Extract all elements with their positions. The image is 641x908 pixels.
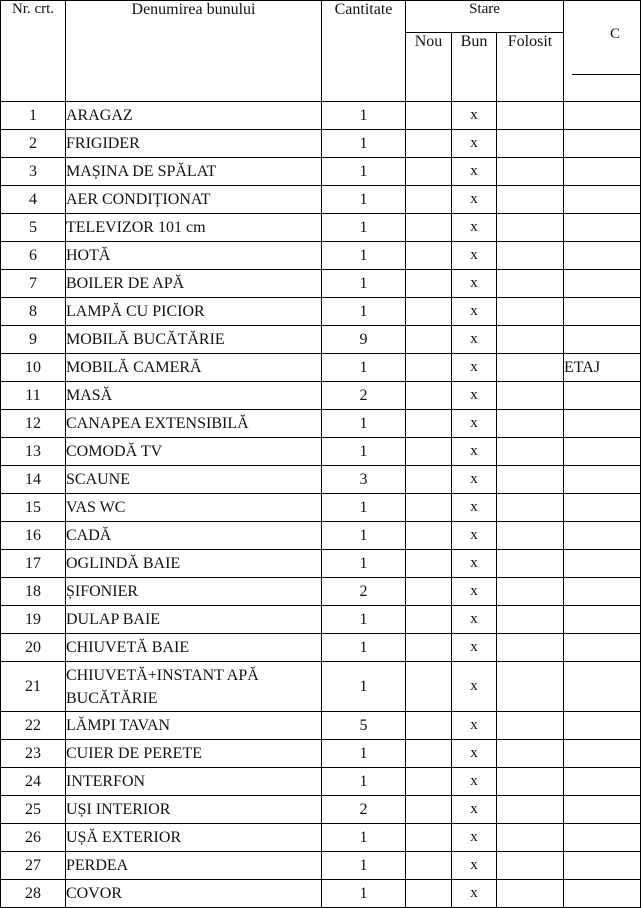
quantity-cell: 1 — [322, 214, 406, 242]
table-row — [1, 270, 641, 298]
nr-cell: 5 — [1, 214, 66, 242]
stare-bun-cell: x — [452, 410, 497, 438]
observatii-cell — [564, 270, 641, 298]
table-row — [1, 494, 641, 522]
observatii-cell — [564, 768, 641, 796]
stare-nou-cell — [406, 242, 452, 270]
observatii-cell — [564, 880, 641, 908]
stare-folosit-cell — [497, 662, 564, 712]
quantity-cell: 1 — [322, 550, 406, 578]
table-row — [1, 740, 641, 768]
table-row — [1, 410, 641, 438]
stare-folosit-cell — [497, 634, 564, 662]
table-row — [1, 578, 641, 606]
item-name-cell: UȘĂ EXTERIOR — [66, 824, 322, 852]
stare-nou-cell — [406, 102, 452, 130]
item-name-cell: AER CONDIȚIONAT — [66, 186, 322, 214]
item-name-cell: SCAUNE — [66, 466, 322, 494]
item-name-cell: COMODĂ TV — [66, 438, 322, 466]
item-name-cell: DULAP BAIE — [66, 606, 322, 634]
observatii-cell — [564, 466, 641, 494]
nr-cell: 15 — [1, 494, 66, 522]
item-name-cell: ARAGAZ — [66, 102, 322, 130]
quantity-cell: 1 — [322, 438, 406, 466]
header-bun: Bun — [452, 33, 497, 102]
observatii-cell — [564, 382, 641, 410]
quantity-cell: 1 — [322, 270, 406, 298]
header-nou: Nou — [406, 33, 452, 102]
quantity-cell: 1 — [322, 634, 406, 662]
table-row — [1, 824, 641, 852]
table-row — [1, 522, 641, 550]
stare-folosit-cell — [497, 438, 564, 466]
item-name-cell: UȘI INTERIOR — [66, 796, 322, 824]
observatii-cell — [564, 242, 641, 270]
stare-bun-cell: x — [452, 438, 497, 466]
stare-folosit-cell — [497, 824, 564, 852]
quantity-cell: 3 — [322, 466, 406, 494]
stare-folosit-cell — [497, 712, 564, 740]
nr-cell: 1 — [1, 102, 66, 130]
quantity-cell: 1 — [322, 354, 406, 382]
table-row — [1, 606, 641, 634]
stare-folosit-cell — [497, 852, 564, 880]
table-row — [1, 852, 641, 880]
stare-bun-cell: x — [452, 214, 497, 242]
table-row — [1, 354, 641, 382]
stare-bun-cell: x — [452, 606, 497, 634]
item-name-cell: LĂMPI TAVAN — [66, 712, 322, 740]
stare-folosit-cell — [497, 522, 564, 550]
stare-bun-cell: x — [452, 768, 497, 796]
quantity-cell: 1 — [322, 606, 406, 634]
quantity-cell: 1 — [322, 522, 406, 550]
stare-nou-cell — [406, 130, 452, 158]
nr-cell: 8 — [1, 298, 66, 326]
nr-cell: 25 — [1, 796, 66, 824]
quantity-cell: 9 — [322, 326, 406, 354]
stare-bun-cell: x — [452, 550, 497, 578]
item-name-cell: FRIGIDER — [66, 130, 322, 158]
observatii-cell — [564, 824, 641, 852]
nr-cell: 18 — [1, 578, 66, 606]
observatii-cell — [564, 438, 641, 466]
table-row — [1, 662, 641, 712]
table-row — [1, 550, 641, 578]
quantity-cell: 1 — [322, 662, 406, 712]
observatii-cell — [564, 606, 641, 634]
stare-nou-cell — [406, 768, 452, 796]
nr-cell: 12 — [1, 410, 66, 438]
header-observatii-label: C — [610, 26, 621, 42]
stare-folosit-cell — [497, 382, 564, 410]
stare-nou-cell — [406, 634, 452, 662]
nr-cell: 13 — [1, 438, 66, 466]
stare-nou-cell — [406, 522, 452, 550]
stare-nou-cell — [406, 578, 452, 606]
observatii-cell — [564, 130, 641, 158]
item-name-cell: TELEVIZOR 101 cm — [66, 214, 322, 242]
observatii-cell — [564, 550, 641, 578]
stare-nou-cell — [406, 214, 452, 242]
nr-cell: 28 — [1, 880, 66, 908]
item-name-cell: MOBILĂ BUCĂTĂRIE — [66, 326, 322, 354]
observatii-cell — [564, 662, 641, 712]
observatii-cell — [564, 326, 641, 354]
stare-bun-cell: x — [452, 130, 497, 158]
quantity-cell: 1 — [322, 186, 406, 214]
stare-bun-cell: x — [452, 662, 497, 712]
stare-bun-cell: x — [452, 102, 497, 130]
table-row — [1, 382, 641, 410]
stare-nou-cell — [406, 796, 452, 824]
stare-nou-cell — [406, 662, 452, 712]
table-row — [1, 214, 641, 242]
nr-cell: 27 — [1, 852, 66, 880]
quantity-cell: 1 — [322, 768, 406, 796]
item-name-cell: MOBILĂ CAMERĂ — [66, 354, 322, 382]
item-name-cell: INTERFON — [66, 768, 322, 796]
stare-bun-cell: x — [452, 382, 497, 410]
nr-cell: 24 — [1, 768, 66, 796]
stare-bun-cell: x — [452, 298, 497, 326]
stare-folosit-cell — [497, 606, 564, 634]
stare-bun-cell: x — [452, 186, 497, 214]
item-name-cell: COVOR — [66, 880, 322, 908]
item-name-cell: CHIUVETĂ+INSTANT APĂ BUCĂTĂRIE — [66, 662, 322, 712]
quantity-cell: 1 — [322, 880, 406, 908]
stare-nou-cell — [406, 606, 452, 634]
nr-cell: 16 — [1, 522, 66, 550]
stare-nou-cell — [406, 466, 452, 494]
header-folosit: Folosit — [497, 33, 564, 102]
stare-bun-cell: x — [452, 242, 497, 270]
observatii-cell — [564, 158, 641, 186]
item-name-cell: VAS WC — [66, 494, 322, 522]
nr-cell: 17 — [1, 550, 66, 578]
nr-cell: 2 — [1, 130, 66, 158]
stare-folosit-cell — [497, 796, 564, 824]
stare-folosit-cell — [497, 354, 564, 382]
item-name-cell: LAMPĂ CU PICIOR — [66, 298, 322, 326]
stare-folosit-cell — [497, 326, 564, 354]
nr-cell: 22 — [1, 712, 66, 740]
quantity-cell: 1 — [322, 102, 406, 130]
item-name-cell: CHIUVETĂ BAIE — [66, 634, 322, 662]
stare-bun-cell: x — [452, 326, 497, 354]
observatii-cell — [564, 634, 641, 662]
nr-cell: 6 — [1, 242, 66, 270]
nr-cell: 4 — [1, 186, 66, 214]
quantity-cell: 1 — [322, 242, 406, 270]
stare-folosit-cell — [497, 214, 564, 242]
stare-nou-cell — [406, 550, 452, 578]
stare-nou-cell — [406, 326, 452, 354]
observatii-cell — [564, 522, 641, 550]
header-stare: Stare — [406, 1, 564, 33]
quantity-cell: 1 — [322, 410, 406, 438]
quantity-cell: 5 — [322, 712, 406, 740]
stare-bun-cell: x — [452, 634, 497, 662]
observatii-cell — [564, 494, 641, 522]
table-row — [1, 130, 641, 158]
stare-nou-cell — [406, 298, 452, 326]
stare-nou-cell — [406, 494, 452, 522]
item-name-cell: CANAPEA EXTENSIBILĂ — [66, 410, 322, 438]
table-row — [1, 242, 641, 270]
stare-folosit-cell — [497, 298, 564, 326]
stare-bun-cell: x — [452, 852, 497, 880]
stare-folosit-cell — [497, 158, 564, 186]
stare-bun-cell: x — [452, 578, 497, 606]
nr-cell: 26 — [1, 824, 66, 852]
observatii-cell — [564, 712, 641, 740]
stare-nou-cell — [406, 354, 452, 382]
stare-nou-cell — [406, 880, 452, 908]
stare-bun-cell: x — [452, 354, 497, 382]
item-name-cell: ȘIFONIER — [66, 578, 322, 606]
stare-folosit-cell — [497, 102, 564, 130]
stare-nou-cell — [406, 824, 452, 852]
nr-cell: 7 — [1, 270, 66, 298]
item-name-cell: MASĂ — [66, 382, 322, 410]
stare-folosit-cell — [497, 130, 564, 158]
nr-cell: 20 — [1, 634, 66, 662]
stare-bun-cell: x — [452, 712, 497, 740]
quantity-cell: 1 — [322, 130, 406, 158]
nr-cell: 19 — [1, 606, 66, 634]
table-row — [1, 466, 641, 494]
stare-folosit-cell — [497, 466, 564, 494]
stare-folosit-cell — [497, 494, 564, 522]
item-name-cell: MAȘINA DE SPĂLAT — [66, 158, 322, 186]
item-name-cell: OGLINDĂ BAIE — [66, 550, 322, 578]
table-row — [1, 158, 641, 186]
quantity-cell: 1 — [322, 824, 406, 852]
observatii-cell: ETAJ — [564, 354, 641, 382]
stare-bun-cell: x — [452, 522, 497, 550]
stare-folosit-cell — [497, 270, 564, 298]
stare-nou-cell — [406, 158, 452, 186]
stare-folosit-cell — [497, 578, 564, 606]
stare-bun-cell: x — [452, 158, 497, 186]
stare-bun-cell: x — [452, 270, 497, 298]
stare-bun-cell: x — [452, 740, 497, 768]
stare-folosit-cell — [497, 410, 564, 438]
header-cantitate: Cantitate — [322, 1, 406, 102]
quantity-cell: 2 — [322, 382, 406, 410]
stare-nou-cell — [406, 740, 452, 768]
nr-cell: 11 — [1, 382, 66, 410]
stare-bun-cell: x — [452, 796, 497, 824]
item-name-cell: CUIER DE PERETE — [66, 740, 322, 768]
nr-cell: 23 — [1, 740, 66, 768]
table-row — [1, 634, 641, 662]
inventory-rows — [1, 102, 641, 908]
quantity-cell: 1 — [322, 494, 406, 522]
stare-bun-cell: x — [452, 466, 497, 494]
nr-cell: 21 — [1, 662, 66, 712]
quantity-cell: 1 — [322, 158, 406, 186]
nr-cell: 3 — [1, 158, 66, 186]
stare-bun-cell: x — [452, 880, 497, 908]
observatii-cell — [564, 186, 641, 214]
stare-folosit-cell — [497, 740, 564, 768]
observatii-cell — [564, 410, 641, 438]
quantity-cell: 1 — [322, 298, 406, 326]
table-row — [1, 326, 641, 354]
stare-nou-cell — [406, 712, 452, 740]
observatii-cell — [564, 102, 641, 130]
observatii-cell — [564, 578, 641, 606]
nr-cell: 10 — [1, 354, 66, 382]
quantity-cell: 1 — [322, 740, 406, 768]
header-observatii-divider — [572, 74, 640, 75]
stare-folosit-cell — [497, 550, 564, 578]
stare-nou-cell — [406, 438, 452, 466]
stare-nou-cell — [406, 410, 452, 438]
observatii-cell — [564, 796, 641, 824]
observatii-cell — [564, 852, 641, 880]
table-row — [1, 768, 641, 796]
observatii-cell — [564, 740, 641, 768]
stare-nou-cell — [406, 382, 452, 410]
item-name-cell: HOTĂ — [66, 242, 322, 270]
stare-nou-cell — [406, 270, 452, 298]
item-name-cell: CADĂ — [66, 522, 322, 550]
table-row — [1, 438, 641, 466]
stare-bun-cell: x — [452, 494, 497, 522]
table-row — [1, 880, 641, 908]
stare-bun-cell: x — [452, 824, 497, 852]
quantity-cell: 2 — [322, 796, 406, 824]
table-row — [1, 186, 641, 214]
stare-nou-cell — [406, 186, 452, 214]
stare-folosit-cell — [497, 768, 564, 796]
stare-folosit-cell — [497, 186, 564, 214]
nr-cell: 14 — [1, 466, 66, 494]
nr-cell: 9 — [1, 326, 66, 354]
item-name-cell: BOILER DE APĂ — [66, 270, 322, 298]
stare-folosit-cell — [497, 880, 564, 908]
stare-nou-cell — [406, 852, 452, 880]
header-denumire: Denumirea bunului — [66, 1, 322, 102]
observatii-cell — [564, 214, 641, 242]
header-nr-crt: Nr. crt. — [1, 1, 66, 102]
item-name-cell: PERDEA — [66, 852, 322, 880]
table-row — [1, 796, 641, 824]
observatii-cell — [564, 298, 641, 326]
quantity-cell: 1 — [322, 852, 406, 880]
stare-folosit-cell — [497, 242, 564, 270]
table-row — [1, 102, 641, 130]
header-observatii — [564, 1, 641, 102]
table-row — [1, 298, 641, 326]
quantity-cell: 2 — [322, 578, 406, 606]
table-row — [1, 712, 641, 740]
